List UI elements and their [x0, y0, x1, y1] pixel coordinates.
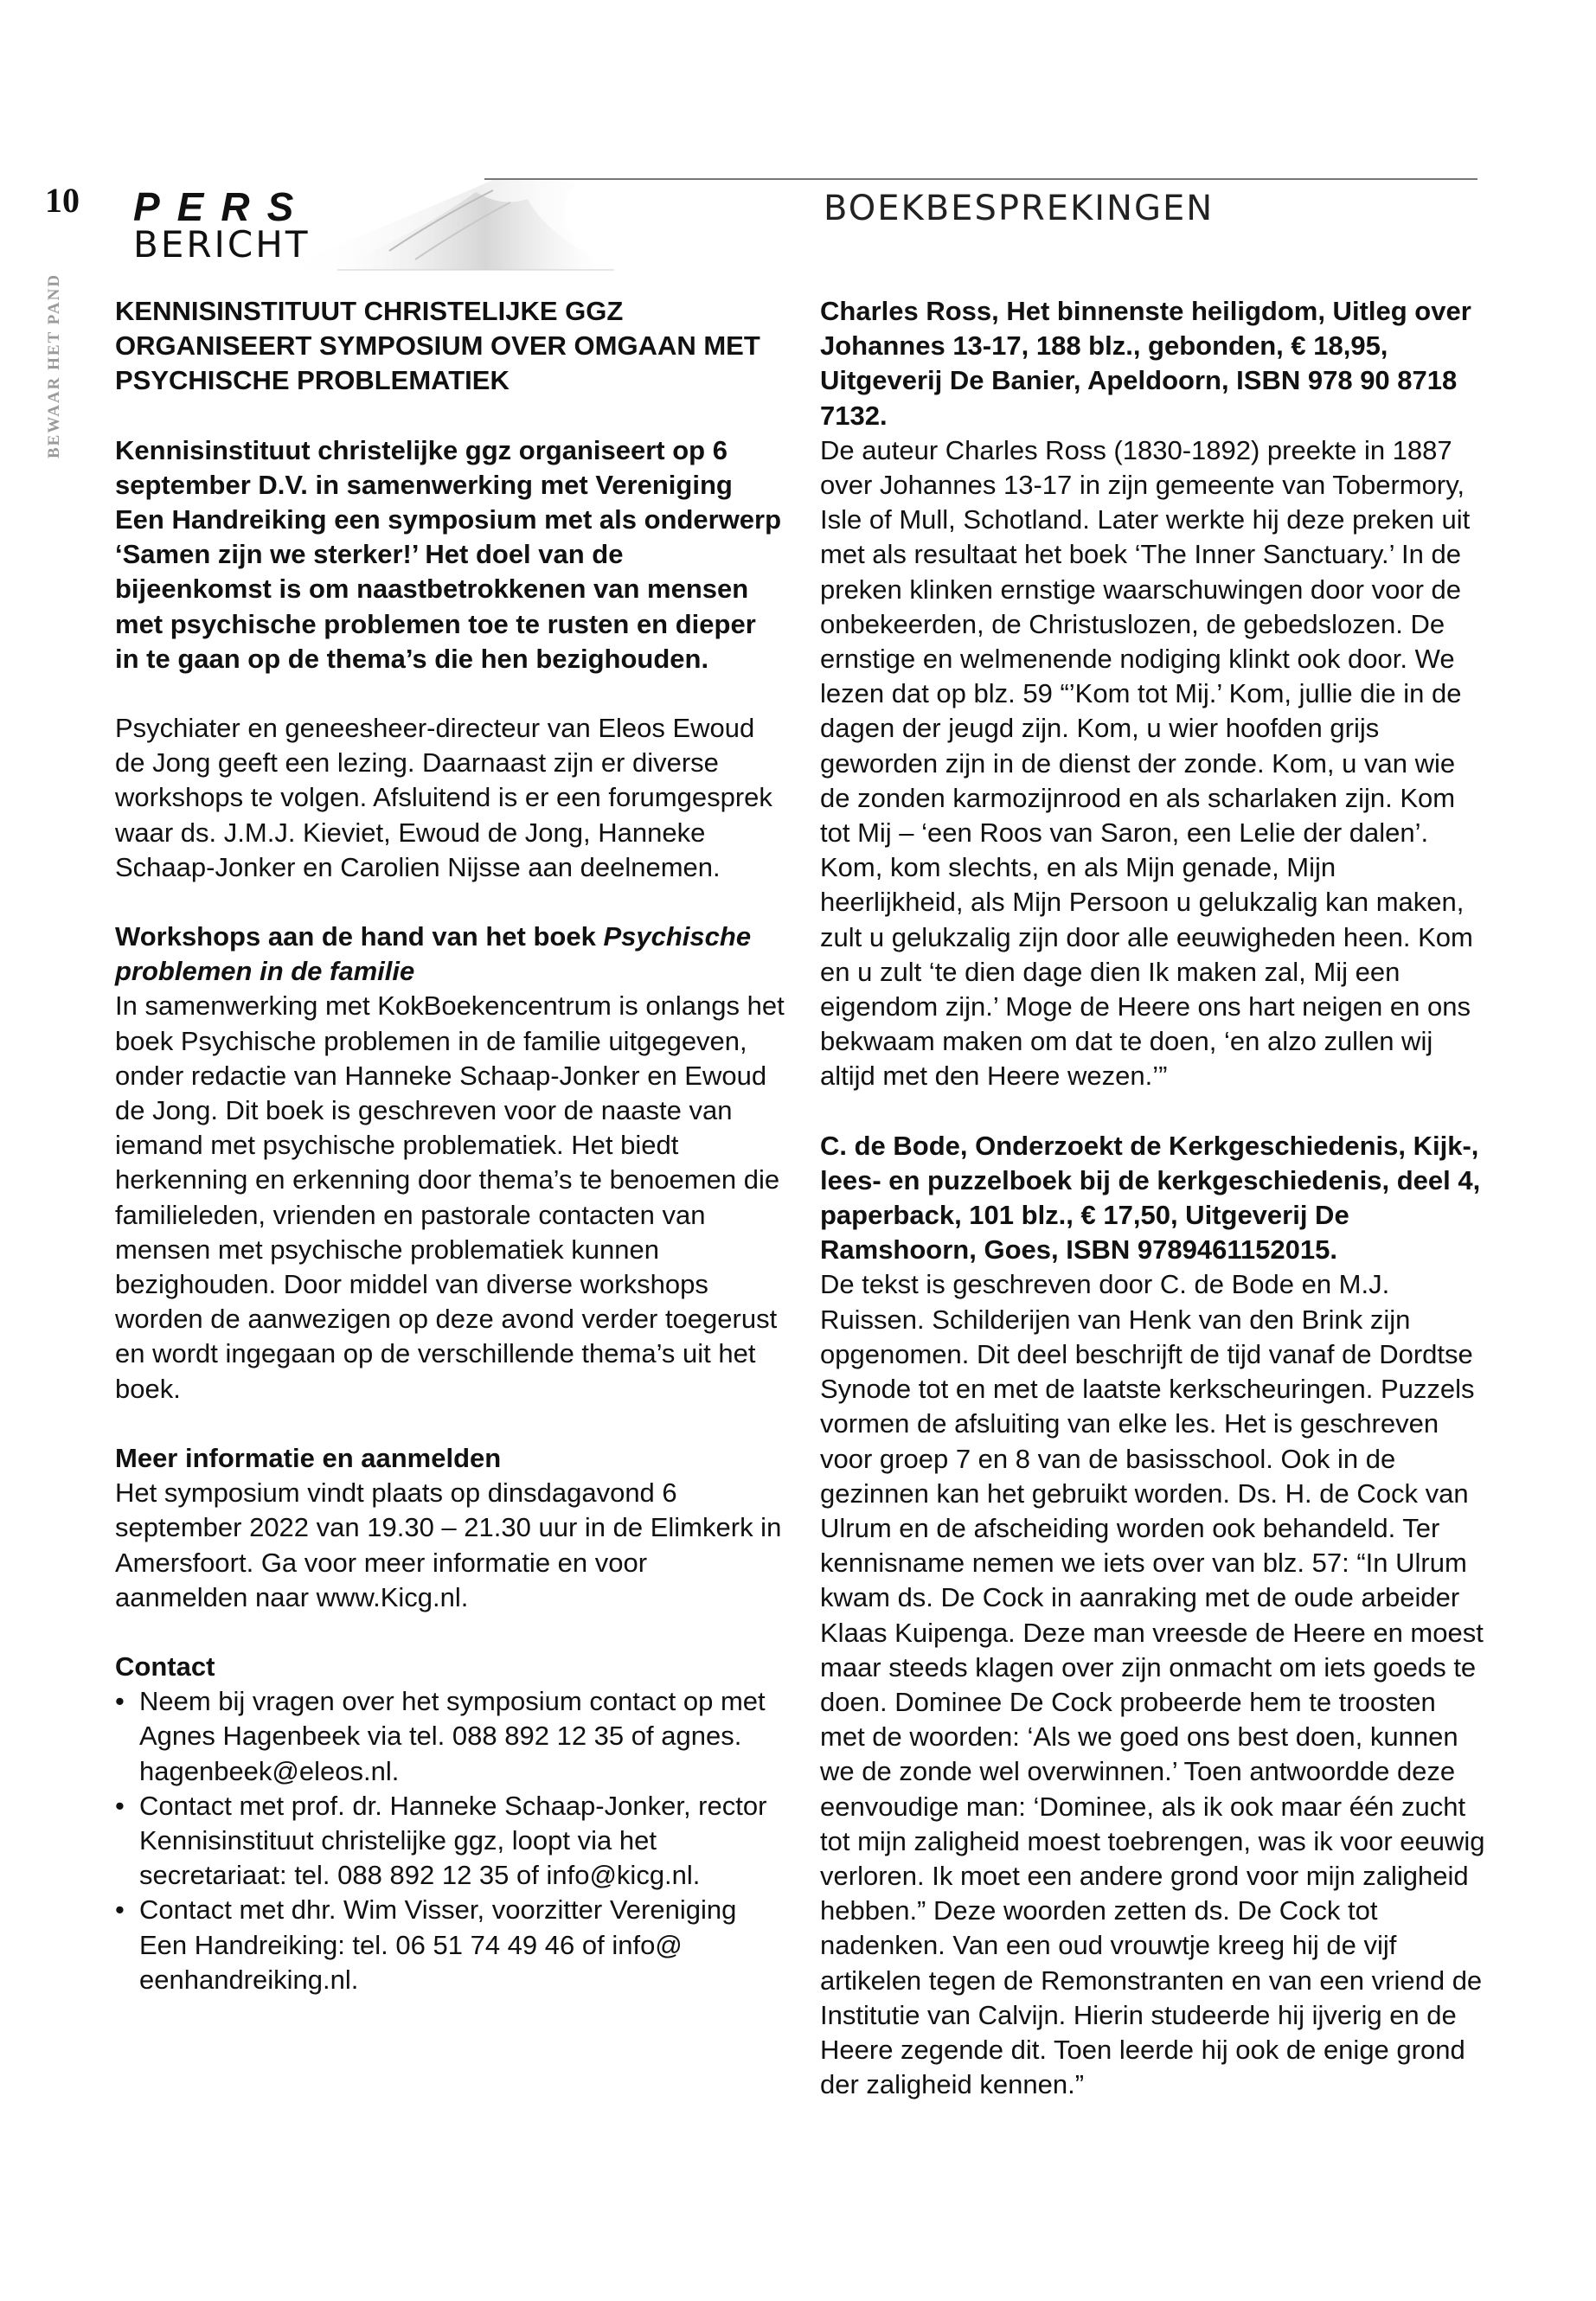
book-title: C. de Bode, Onderzoekt de Kerkgeschiedenis, Kijk-, lees- en puzzelboek bij de kerkgeschiedenis, deel 4, paperback, 101 blz., € 17,50, Uitgeverij De Ramshoorn, Goes, ISBN 9789461152015.	[820, 1130, 1481, 1266]
workshops-heading	[115, 920, 785, 989]
bullet-icon: •	[115, 1686, 125, 1717]
press-release-column	[115, 294, 785, 1997]
pers-word: PERS	[133, 184, 311, 229]
book-review: De tekst is geschreven door C. de Bode en M.J. Ruissen. Schilderijen van Henk van den Brink zijn opgenomen. Dit deel beschrijft de tijd vanaf de Dordtse Synode tot en met de laatste kerkscheuringen. Puzzels vormen de afsluiting van elke les. Het is geschreven voor groep 7 en 8 van de basisschool. Ook in de gezinnen kan het gebruikt worden. Ds. H. de Cock van Ulrum en de afscheiding worden ook behandeld. Ter kennisname nemen we iets over van blz. 57: “In Ulrum kwam ds. De Cock in aanraking met de oude arbeider Klaas Kuipenga. Deze man vreesde de Heere en moest maar steeds klagen over zijn onmacht om iets goeds te doen. Dominee De Cock probeerde hem te troosten met de woorden: ‘Als we goed ons best doen, kunnen we de zonde wel overwinnen.’ Toen antwoordde deze eenvoudige man: ‘Dominee, als ik ook maar één zucht tot mijn zaligheid moest toebrengen, was ik voor eeuwig verloren. Ik moet een andere grond voor mijn zaligheid hebben.” Deze woorden zetten ds. De Cock tot nadenken. Van een oud vrouwtje kreeg hij de vijf artikelen tegen de Remonstranten en van een vriend de Institutie van Calvijn. Hierin studeerde hij ijverig en de Heere zegende dit. Toen leerde hij ook de enige grond der zaligheid kennen.”	[820, 1269, 1485, 2100]
article-lead: Kennisinstituut christelijke ggz organiseert op 6 september D.V. in samenwerking met Vereniging Een Handreiking een symposium met als onderwerp ‘Samen zijn we sterker!’ Het doel van de bijeenkomst is om naastbetrokkenen van mensen met psychische problemen toe te rusten en dieper in te gaan op de thema’s die hen bezighouden.	[115, 434, 782, 674]
book-review: De auteur Charles Ross (1830-1892) preekte in 1887 over Johannes 13-17 in zijn gemeente van Tobermory, Isle of Mull, Schotland. Later werkte hij deze preken uit met als resultaat het boek ‘The Inner Sanctuary.’ In de preken klinken ernstige waarschuwingen door voor de onbekeerden, de Christuslozen, de gebedslozen. De ernstige en welmenende nodiging klinkt ook door. We lezen dat op blz. 59 “’Kom tot Mij.’ Kom, jullie die in de dagen der jeugd zijn. Kom, u wier hoofden grijs geworden zijn in de dienst der zonde. Kom, u van wie de zonden karmozijnrood en als scharlaken zijn. Kom tot Mij – ‘een Roos van Saron, een Lelie der dalen’. Kom, kom slechts, en als Mijn genade, Mijn heerlijkheid, als Mijn Persoon u gelukzalig kan maken, zult u gelukzalig zijn door alle eeuwigheden heen. Kom en u zult ‘te dien dage dien Ik maken zal, Mij een eigendom zijn.’ Moge de Heere ons hart neigen en ons bekwaam maken om dat te doen, ‘en alzo zullen wij altijd met den Heere wezen.’”	[820, 434, 1473, 1092]
header-rule	[484, 178, 1477, 180]
workshops-heading-text: Workshops aan de hand van het boek	[115, 921, 596, 952]
contact-list	[115, 1684, 785, 1997]
side-label-text: BEWAAR HET PAND	[45, 272, 63, 458]
info-body: Het symposium vindt plaats op dinsdagavond 6 september 2022 van 19.30 – 21.30 uur in de Elimkerk in Amersfoort. Ga voor meer informatie en voor aanmelden naar www.Kicg.nl.	[115, 1477, 782, 1612]
contact-item-text: Contact met dhr. Wim Visser, voorzitter Vereniging Een Handreiking: tel. 06 51 74 49 46 of info@ eenhandreiking.nl.	[139, 1894, 737, 1995]
info-heading: Meer informatie en aanmelden	[115, 1442, 502, 1473]
bullet-icon: •	[115, 1894, 125, 1926]
section-title: BOEKBESPREKINGEN	[824, 189, 1215, 228]
pers-bericht-header	[130, 173, 614, 272]
book-title: Charles Ross, Het binnenste heiligdom, Uitleg over Johannes 13-17, 188 blz., gebonden, € 18,95, Uitgeverij De Banier, Apeldoorn, ISBN 978 90 8718 7132.	[820, 296, 1471, 431]
workshops-book-title: Psychische problemen in de familie	[115, 921, 752, 987]
contact-item	[115, 1789, 785, 1894]
page-number: 10	[45, 181, 80, 220]
contact-item-text: Neem bij vragen over het symposium contact op met Agnes Hagenbeek via tel. 088 892 12 35 of agnes. hagenbeek@eleos.nl.	[139, 1686, 766, 1786]
contact-heading: Contact	[115, 1650, 215, 1682]
article-intro: Psychiater en geneesheer-directeur van Eleos Ewoud de Jong geeft een lezing. Daarnaast zijn er diverse workshops te volgen. Afsluitend is er een forumgesprek waar ds. J.M.J. Kieviet, Ewoud de Jong, Hanneke Schaap-Jonker en Carolien Nijsse aan deelnemen.	[115, 713, 772, 882]
bullet-icon: •	[115, 1790, 125, 1821]
contact-item	[115, 1893, 785, 1997]
article-headline: KENNISINSTITUUT CHRISTELIJKE GGZ ORGANISEERT SYMPOSIUM OVER OMGAAN MET PSYCHISCHE PROBLEMATIEK	[115, 296, 760, 396]
side-label	[45, 234, 67, 458]
book-reviews-column	[820, 294, 1486, 2102]
contact-item-text: Contact met prof. dr. Hanneke Schaap-Jonker, rector Kennisinstituut christelijke ggz, loopt via het secretariaat: tel. 088 892 12 35 of info@kicg.nl.	[139, 1790, 767, 1891]
workshops-body: In samenwerking met KokBoekencentrum is onlangs het boek Psychische problemen in de familie uitgegeven, onder redactie van Hanneke Schaap-Jonker en Ewoud de Jong. Dit boek is geschreven voor de naaste van iemand met psychische problematiek. Het biedt herkenning en erkenning door thema’s te benoemen die familieleden, vrienden en pastorale contacten van mensen met psychische problematiek kunnen bezighouden. Door middel van diverse workshops worden de aanwezigen op deze avond verder toegerust en wordt ingegaan op de verschillende thema’s uit het boek.	[115, 990, 785, 1404]
contact-item	[115, 1684, 785, 1789]
bericht-word: BERICHT	[133, 223, 311, 266]
